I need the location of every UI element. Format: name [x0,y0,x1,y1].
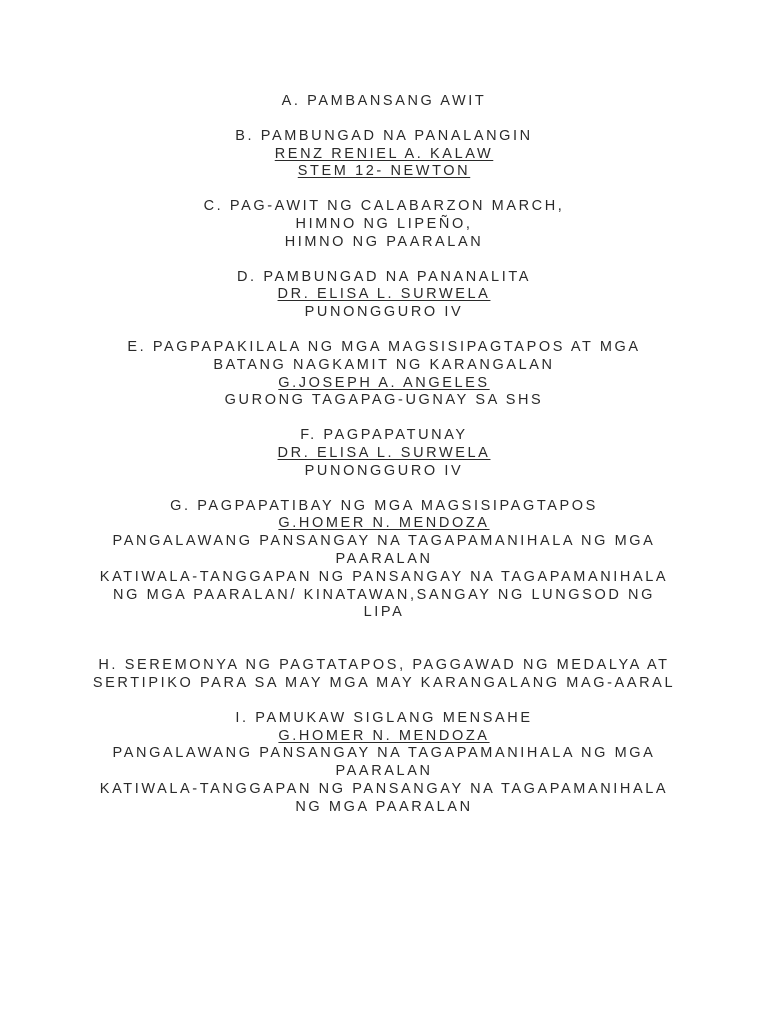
section-detail: HIMNO NG LIPEÑO, [295,215,473,232]
section-heading: H. SEREMONYA NG PAGTATAPOS, PAGGAWAD NG MEDALYA AT [98,657,670,674]
person-title-continued: LIPA [363,604,405,621]
person-title: KATIWALA-TANGGAPAN NG PANSANGAY NA TAGAPAMANIHALA [99,568,669,585]
section-d-pambungad-na-pananalita [0,269,768,322]
person-title: PANGALAWANG PANSANGAY NA TAGAPAMANIHALA NG MGA [112,533,656,550]
section-h-seremonya [0,657,768,693]
section-g-pagpapatibay [0,498,768,623]
person-title-continued: PAARALAN [335,550,433,567]
person-name: RENZ RENIEL A. KALAW [274,145,494,162]
person-title: PANGALAWANG PANSANGAY NA TAGAPAMANIHALA NG MGA [112,745,656,762]
section-i-pamukaw-siglang-mensahe [0,710,768,817]
section-heading: F. PAGPAPATUNAY [300,427,468,444]
section-heading: C. PAG-AWIT NG CALABARZON MARCH, [203,198,565,215]
person-title: PUNONGGURO IV [304,462,464,479]
section-heading: G. PAGPAPATIBAY NG MGA MAGSISIPAGTAPOS [170,497,598,514]
section-f-pagpapatunay [0,427,768,480]
person-name: G.JOSEPH A. ANGELES [278,374,490,391]
section-c-pag-awit [0,198,768,251]
person-name: G.HOMER N. MENDOZA [278,515,490,532]
person-title: PUNONGGURO IV [304,304,464,321]
section-heading: D. PAMBUNGAD NA PANANALITA [236,268,531,285]
person-name: DR. ELISA L. SURWELA [277,286,491,303]
section-heading: E. PAGPAPAKILALA NG MGA MAGSISIPAGTAPOS AT MGA [127,338,641,355]
section-a-pambansang-awit [0,93,768,111]
section-heading-continued: SERTIPIKO PARA SA MAY MGA MAY KARANGALANG MAG-AARAL [92,674,676,691]
section-e-pagpapakilala [0,339,768,410]
person-title-continued: NG MGA PAARALAN [295,798,473,815]
program-document [0,93,768,834]
section-heading-continued: BATANG NAGKAMIT NG KARANGALAN [213,356,555,373]
section-heading: B. PAMBUNGAD NA PANALANGIN [235,127,533,144]
person-title-continued: PAARALAN [335,763,433,780]
person-title-continued: NG MGA PAARALAN/ KINATAWAN,SANGAY NG LUNGSOD NG [113,586,655,603]
section-detail: HIMNO NG PAARALAN [284,233,484,250]
section-heading: I. PAMUKAW SIGLANG MENSAHE [235,709,533,726]
person-affiliation: STEM 12- NEWTON [297,163,471,180]
person-name: G.HOMER N. MENDOZA [278,727,490,744]
person-title: KATIWALA-TANGGAPAN NG PANSANGAY NA TAGAPAMANIHALA [99,780,669,797]
section-b-pambungad-na-panalangin [0,128,768,181]
section-heading: A. PAMBANSANG AWIT [281,93,487,109]
person-name: DR. ELISA L. SURWELA [277,444,491,461]
person-title: GURONG TAGAPAG-UGNAY SA SHS [224,392,544,409]
